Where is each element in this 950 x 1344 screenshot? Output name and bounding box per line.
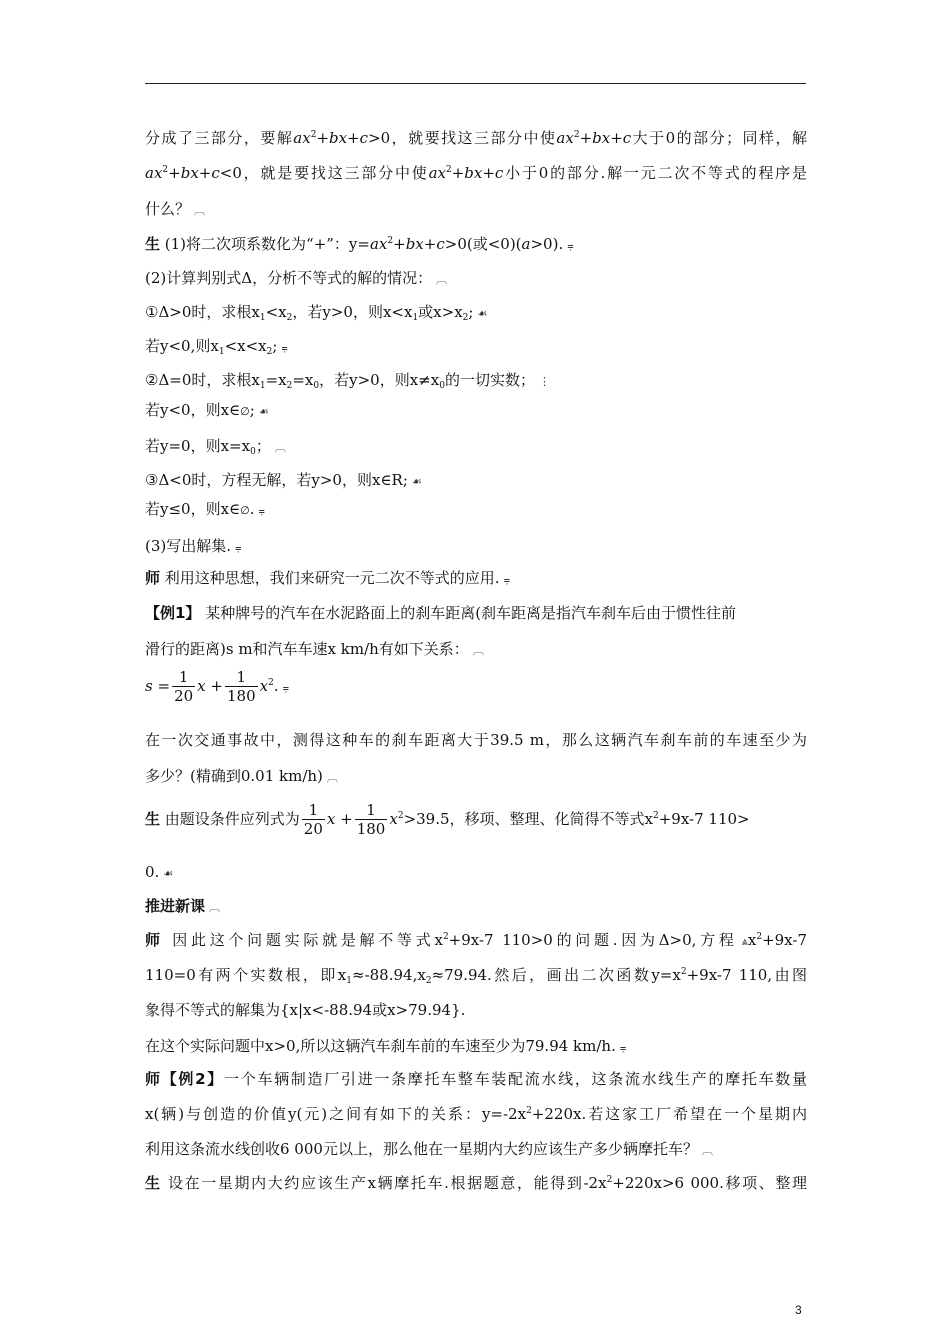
text-line — [145, 800, 807, 838]
text: 利用这种思想，我们来研究一元二次不等式的应用. — [160, 569, 500, 587]
math: bx — [329, 129, 348, 147]
text: 的一切实数； — [444, 371, 535, 389]
text-line — [145, 1069, 807, 1089]
exponent: 2 — [445, 165, 452, 175]
exponent: 2 — [680, 967, 687, 977]
exponent: 2 — [268, 678, 274, 688]
text-line — [145, 499, 807, 521]
math: ax — [293, 129, 311, 147]
text: >39.5，移项、整理、化简得不等式x — [403, 810, 653, 828]
math: . — [273, 677, 279, 695]
text-line — [145, 568, 807, 590]
text: 什么？ — [145, 200, 191, 218]
text: <x — [265, 303, 287, 321]
edit-mark-icon: ⩦ — [282, 681, 290, 694]
math: + — [393, 235, 406, 253]
exponent: 2 — [442, 932, 449, 942]
numerator: 1 — [355, 802, 388, 820]
text: (3)写出解集. — [145, 537, 232, 555]
fraction — [302, 802, 325, 838]
text-line — [145, 862, 807, 884]
text: +9x-7 — [762, 931, 807, 949]
text-line — [145, 896, 807, 918]
speaker-label: 生 — [145, 810, 161, 828]
text: (2)计算判别式Δ，分析不等式的解的情况： — [145, 269, 433, 287]
math: + — [610, 129, 623, 147]
text-line — [145, 1036, 807, 1058]
text-line — [145, 336, 807, 358]
subscript: 2 — [266, 347, 273, 357]
text: >0，就要找这三部分中使 — [368, 129, 557, 147]
math: ax — [369, 235, 388, 253]
text: <0，就是要找这三部分中使 — [219, 164, 429, 182]
text: 在这个实际问题中x>0,所以这辆汽车刹车前的车速至少为79.94 km/h. — [145, 1037, 616, 1055]
math: x — [389, 810, 398, 828]
subscript: 2 — [462, 313, 469, 323]
denominator: 180 — [356, 820, 386, 838]
text-line — [145, 128, 807, 148]
text-line — [145, 965, 807, 985]
exponent: 2 — [397, 811, 404, 821]
section-heading: 推进新课 — [145, 897, 206, 915]
math: x — [197, 677, 206, 695]
text-line — [145, 470, 807, 492]
text: ，若y>0，则x<x — [292, 303, 413, 321]
formula-line — [145, 668, 807, 706]
text: +9x-7 110> — [658, 810, 750, 828]
text: >0(或<0)( — [444, 235, 522, 253]
subscript: 1 — [412, 313, 419, 323]
text-line — [145, 1104, 807, 1124]
math: bx — [464, 164, 483, 182]
text: ; — [272, 337, 278, 355]
subscript: 2 — [425, 976, 432, 986]
fraction — [172, 669, 195, 705]
subscript: 0 — [250, 447, 256, 457]
text: >0). — [530, 235, 564, 253]
text: 由题设条件应列式为 — [160, 810, 300, 828]
math: + — [316, 129, 330, 147]
subscript: 1 — [259, 313, 266, 323]
text-line — [145, 1000, 807, 1020]
edit-mark-icon: ☙ — [477, 307, 488, 320]
text: 小于0的部分.解一元二次不等式的程序是 — [503, 164, 807, 182]
math: + — [579, 129, 593, 147]
text: 若y<0，则x∈ — [145, 401, 241, 419]
text: 多少？(精确到0.01 km/h) — [145, 767, 323, 785]
empty-set-symbol: ∅ — [240, 405, 250, 418]
exponent: 2 — [573, 130, 580, 140]
text: 若y=0，则x=x — [145, 437, 251, 455]
edit-mark-icon: ☙ — [258, 405, 269, 418]
example-label: 【例1】 — [145, 604, 201, 622]
text: 或x>x — [418, 303, 463, 321]
exponent: 2 — [387, 236, 394, 246]
text: ③Δ<0时，方程无解，若y>0，则x∈R; — [145, 471, 408, 489]
math: x — [259, 677, 269, 695]
page-number: 3 — [795, 1303, 802, 1317]
text: =x — [265, 371, 287, 389]
header-rule — [145, 83, 806, 84]
text-line — [145, 730, 807, 750]
math: s — [145, 677, 153, 695]
edit-mark-icon: ☙ — [163, 867, 174, 880]
text-line — [145, 302, 807, 324]
exponent: 2 — [653, 811, 659, 821]
edit-mark-icon: ︹ — [472, 644, 484, 657]
edit-mark-icon: ⩦ — [281, 341, 288, 354]
subscript: 1 — [259, 381, 266, 391]
math: bx — [592, 129, 611, 147]
text-line — [145, 639, 807, 661]
math: + — [347, 129, 360, 147]
text: 利用这条流水线创收6 000元以上，那么他在一星期内大约应该生产多少辆摩托车？ — [145, 1140, 698, 1158]
text: ; — [249, 401, 255, 419]
text: x — [747, 931, 757, 949]
text: (1)将二次项系数化为“+”：y= — [160, 235, 370, 253]
edit-mark-icon: ⩦ — [619, 1041, 627, 1054]
math: c — [622, 129, 632, 147]
denominator: 180 — [226, 687, 256, 705]
math: + — [168, 164, 181, 182]
text-line — [145, 1173, 807, 1193]
math: c — [494, 164, 504, 182]
text: ； — [255, 437, 271, 455]
text: =x — [292, 371, 314, 389]
text: 某种牌号的汽车在水泥路面上的刹车距离(刹车距离是指汽车刹车后由于惯性往前 — [200, 604, 737, 622]
text: +9x-7 110>0的问题.因为Δ>0,方程 — [448, 931, 738, 949]
text-line — [145, 766, 807, 788]
text: <x<x — [224, 337, 267, 355]
text-line — [145, 234, 807, 256]
math: bx — [405, 235, 424, 253]
text: 滑行的距离)s m和汽车车速x km/h有如下关系： — [145, 640, 469, 658]
edit-mark-icon: ⩦ — [503, 573, 510, 586]
text: +9x-7 110,由图 — [686, 966, 808, 984]
text: 象得不等式的解集为{x|x<-88.94或x>79.94}. — [145, 1001, 466, 1019]
math: x — [326, 810, 336, 828]
text: 若y<0,则x — [145, 337, 219, 355]
math: + — [451, 164, 465, 182]
math: = — [157, 677, 171, 695]
math: c — [436, 235, 445, 253]
edit-mark-icon: ︹ — [326, 771, 338, 784]
text: 在一次交通事故中，测得这种车的刹车距离大于39.5 m，那么这辆汽车刹车前的车速至少为 — [145, 731, 807, 749]
edit-mark-icon: ⩦ — [258, 504, 265, 517]
speaker-label: 生 — [145, 235, 161, 253]
edit-mark-icon: ⩦ — [567, 239, 574, 252]
math: c — [211, 164, 220, 182]
edit-mark-icon: ⩦ — [235, 541, 242, 554]
exponent: 2 — [162, 165, 169, 175]
exponent: 2 — [606, 1175, 613, 1185]
edit-mark-icon: ⩓ — [741, 935, 748, 948]
math: + — [198, 164, 212, 182]
text: ②Δ=0时，求根x — [145, 371, 260, 389]
text-line — [145, 1139, 807, 1161]
text: 分成了三部分，要解 — [145, 129, 294, 147]
text-line — [145, 930, 807, 952]
text: x(辆)与创造的价值y(元)之间有如下的关系：y=-2x — [145, 1105, 527, 1123]
text-line — [145, 163, 807, 183]
text: 110=0有两个实数根，即x — [145, 966, 347, 984]
math: + — [210, 677, 223, 695]
exponent: 2 — [526, 1106, 532, 1116]
math: + — [340, 810, 353, 828]
text: ; — [468, 303, 474, 321]
numerator: 1 — [225, 669, 258, 687]
denominator: 20 — [174, 687, 194, 705]
edit-mark-icon: ☙ — [411, 475, 422, 488]
text: 因此这个问题实际就是解不等式x — [163, 931, 443, 949]
math: c — [359, 129, 369, 147]
subscript: 1 — [346, 976, 352, 986]
fraction — [355, 802, 388, 838]
text-line — [145, 436, 807, 458]
text: 一个车辆制造厂引进一条摩托车整车装配流水线，这条流水线生产的摩托车数量 — [223, 1070, 808, 1088]
math: ax — [428, 164, 446, 182]
text: ≈-88.94,x — [352, 966, 426, 984]
text-line — [145, 268, 807, 290]
edit-mark-icon: ︹ — [274, 441, 286, 454]
edit-mark-icon: ︹ — [436, 273, 448, 286]
text-line — [145, 199, 807, 221]
text-line — [145, 603, 807, 623]
math: ax — [145, 164, 163, 182]
math: ax — [556, 129, 574, 147]
numerator: 1 — [172, 669, 195, 687]
text: ①Δ>0时，求根x — [145, 303, 260, 321]
math: a — [521, 235, 531, 253]
denominator: 20 — [303, 820, 323, 838]
speaker-label: 师 — [145, 931, 164, 949]
empty-set-symbol: ∅ — [240, 504, 250, 517]
subscript: 1 — [218, 347, 225, 357]
subscript: 2 — [286, 313, 293, 323]
fraction — [225, 669, 258, 705]
speaker-label: 生 — [145, 1174, 162, 1192]
math: + — [482, 164, 495, 182]
edit-mark-icon: ︹ — [209, 901, 221, 914]
exponent: 2 — [756, 932, 763, 942]
text: 0. — [145, 863, 160, 881]
speaker-label: 师【例2】 — [145, 1070, 224, 1088]
exponent: 2 — [310, 130, 317, 140]
text-line — [145, 400, 807, 422]
numerator: 1 — [302, 802, 325, 820]
text: +220x>6 000.移项、整理 — [612, 1174, 807, 1192]
subscript: 0 — [313, 381, 320, 391]
text-line — [145, 536, 807, 558]
subscript: 2 — [286, 381, 293, 391]
text: ，若y>0，则x≠x — [319, 371, 440, 389]
text: 大于0的部分；同样，解 — [631, 129, 807, 147]
text: 设在一星期内大约应该生产x辆摩托车.根据题意，能得到-2x — [161, 1174, 607, 1192]
text: 若y≤0，则x∈ — [145, 500, 241, 518]
text: +220x.若这家工厂希望在一个星期内 — [531, 1105, 807, 1123]
text: ≈79.94.然后，画出二次函数y=x — [431, 966, 681, 984]
edit-mark-icon: ⋮ — [538, 375, 550, 388]
speaker-label: 师 — [145, 569, 161, 587]
subscript: 0 — [439, 381, 445, 391]
edit-mark-icon: ︹ — [701, 1144, 713, 1157]
edit-mark-icon: ︹ — [194, 204, 206, 217]
math: bx — [180, 164, 199, 182]
text-line — [145, 370, 807, 392]
math: + — [423, 235, 437, 253]
text: . — [249, 500, 255, 518]
